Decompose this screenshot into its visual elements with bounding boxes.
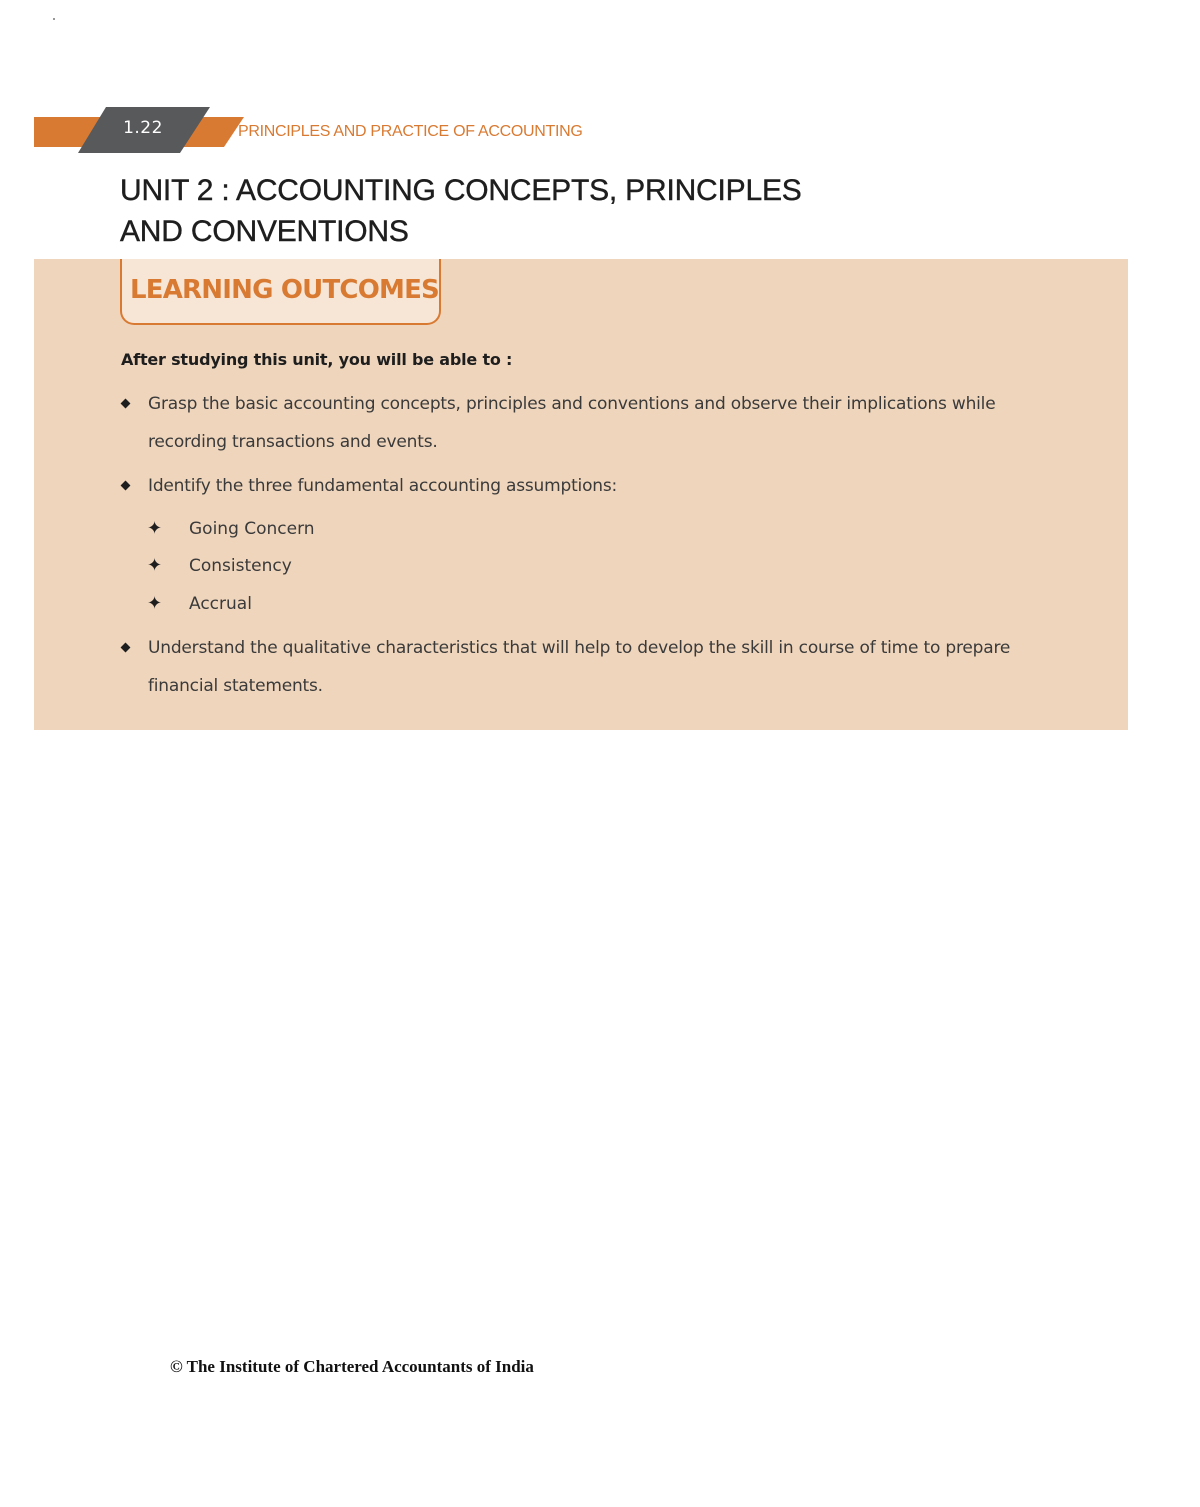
copyright-footer: © The Institute of Chartered Accountants of India xyxy=(170,1357,534,1376)
outcome-item-line2: financial statements. xyxy=(148,676,323,696)
learning-outcomes-heading: LEARNING OUTCOMES xyxy=(130,275,439,305)
assumption-label: Consistency xyxy=(189,556,292,576)
assumption-label: Accrual xyxy=(189,594,252,614)
outcome-item-line1: Identify the three fundamental accounting assumptions: xyxy=(148,476,618,496)
assumption-item xyxy=(147,517,315,541)
page-number: 1.22 xyxy=(123,118,163,138)
assumption-item xyxy=(147,554,292,578)
outcome-item xyxy=(148,385,1068,461)
scan-dot xyxy=(53,18,55,20)
outcome-item-line1: Grasp the basic accounting concepts, principles and conventions and observe their implications while xyxy=(148,394,996,414)
unit-title-line2: AND CONVENTIONS xyxy=(120,215,409,248)
unit-title-line1: UNIT 2 : ACCOUNTING CONCEPTS, PRINCIPLES xyxy=(120,174,802,207)
outcome-item xyxy=(148,467,1068,505)
assumption-label: Going Concern xyxy=(189,519,315,539)
learning-outcomes-box xyxy=(34,259,1128,730)
diamond-bullet-icon xyxy=(121,481,131,491)
outcomes-intro: After studying this unit, you will be able to : xyxy=(121,350,513,369)
learning-outcomes-tab xyxy=(120,259,441,325)
diamond-bullet-icon xyxy=(121,643,131,653)
outcome-item xyxy=(148,629,1068,705)
four-point-star-icon: ✦ xyxy=(147,555,163,576)
assumption-item xyxy=(147,592,252,616)
diamond-bullet-icon xyxy=(121,399,131,409)
four-point-star-icon: ✦ xyxy=(147,593,163,614)
unit-title xyxy=(120,170,1020,252)
outcome-item-line1: Understand the qualitative characteristics that will help to develop the skill in course of time to prepare xyxy=(148,638,1011,658)
running-title: PRINCIPLES AND PRACTICE OF ACCOUNTING xyxy=(238,123,583,140)
outcome-item-line2: recording transactions and events. xyxy=(148,432,438,452)
four-point-star-icon: ✦ xyxy=(147,518,163,539)
